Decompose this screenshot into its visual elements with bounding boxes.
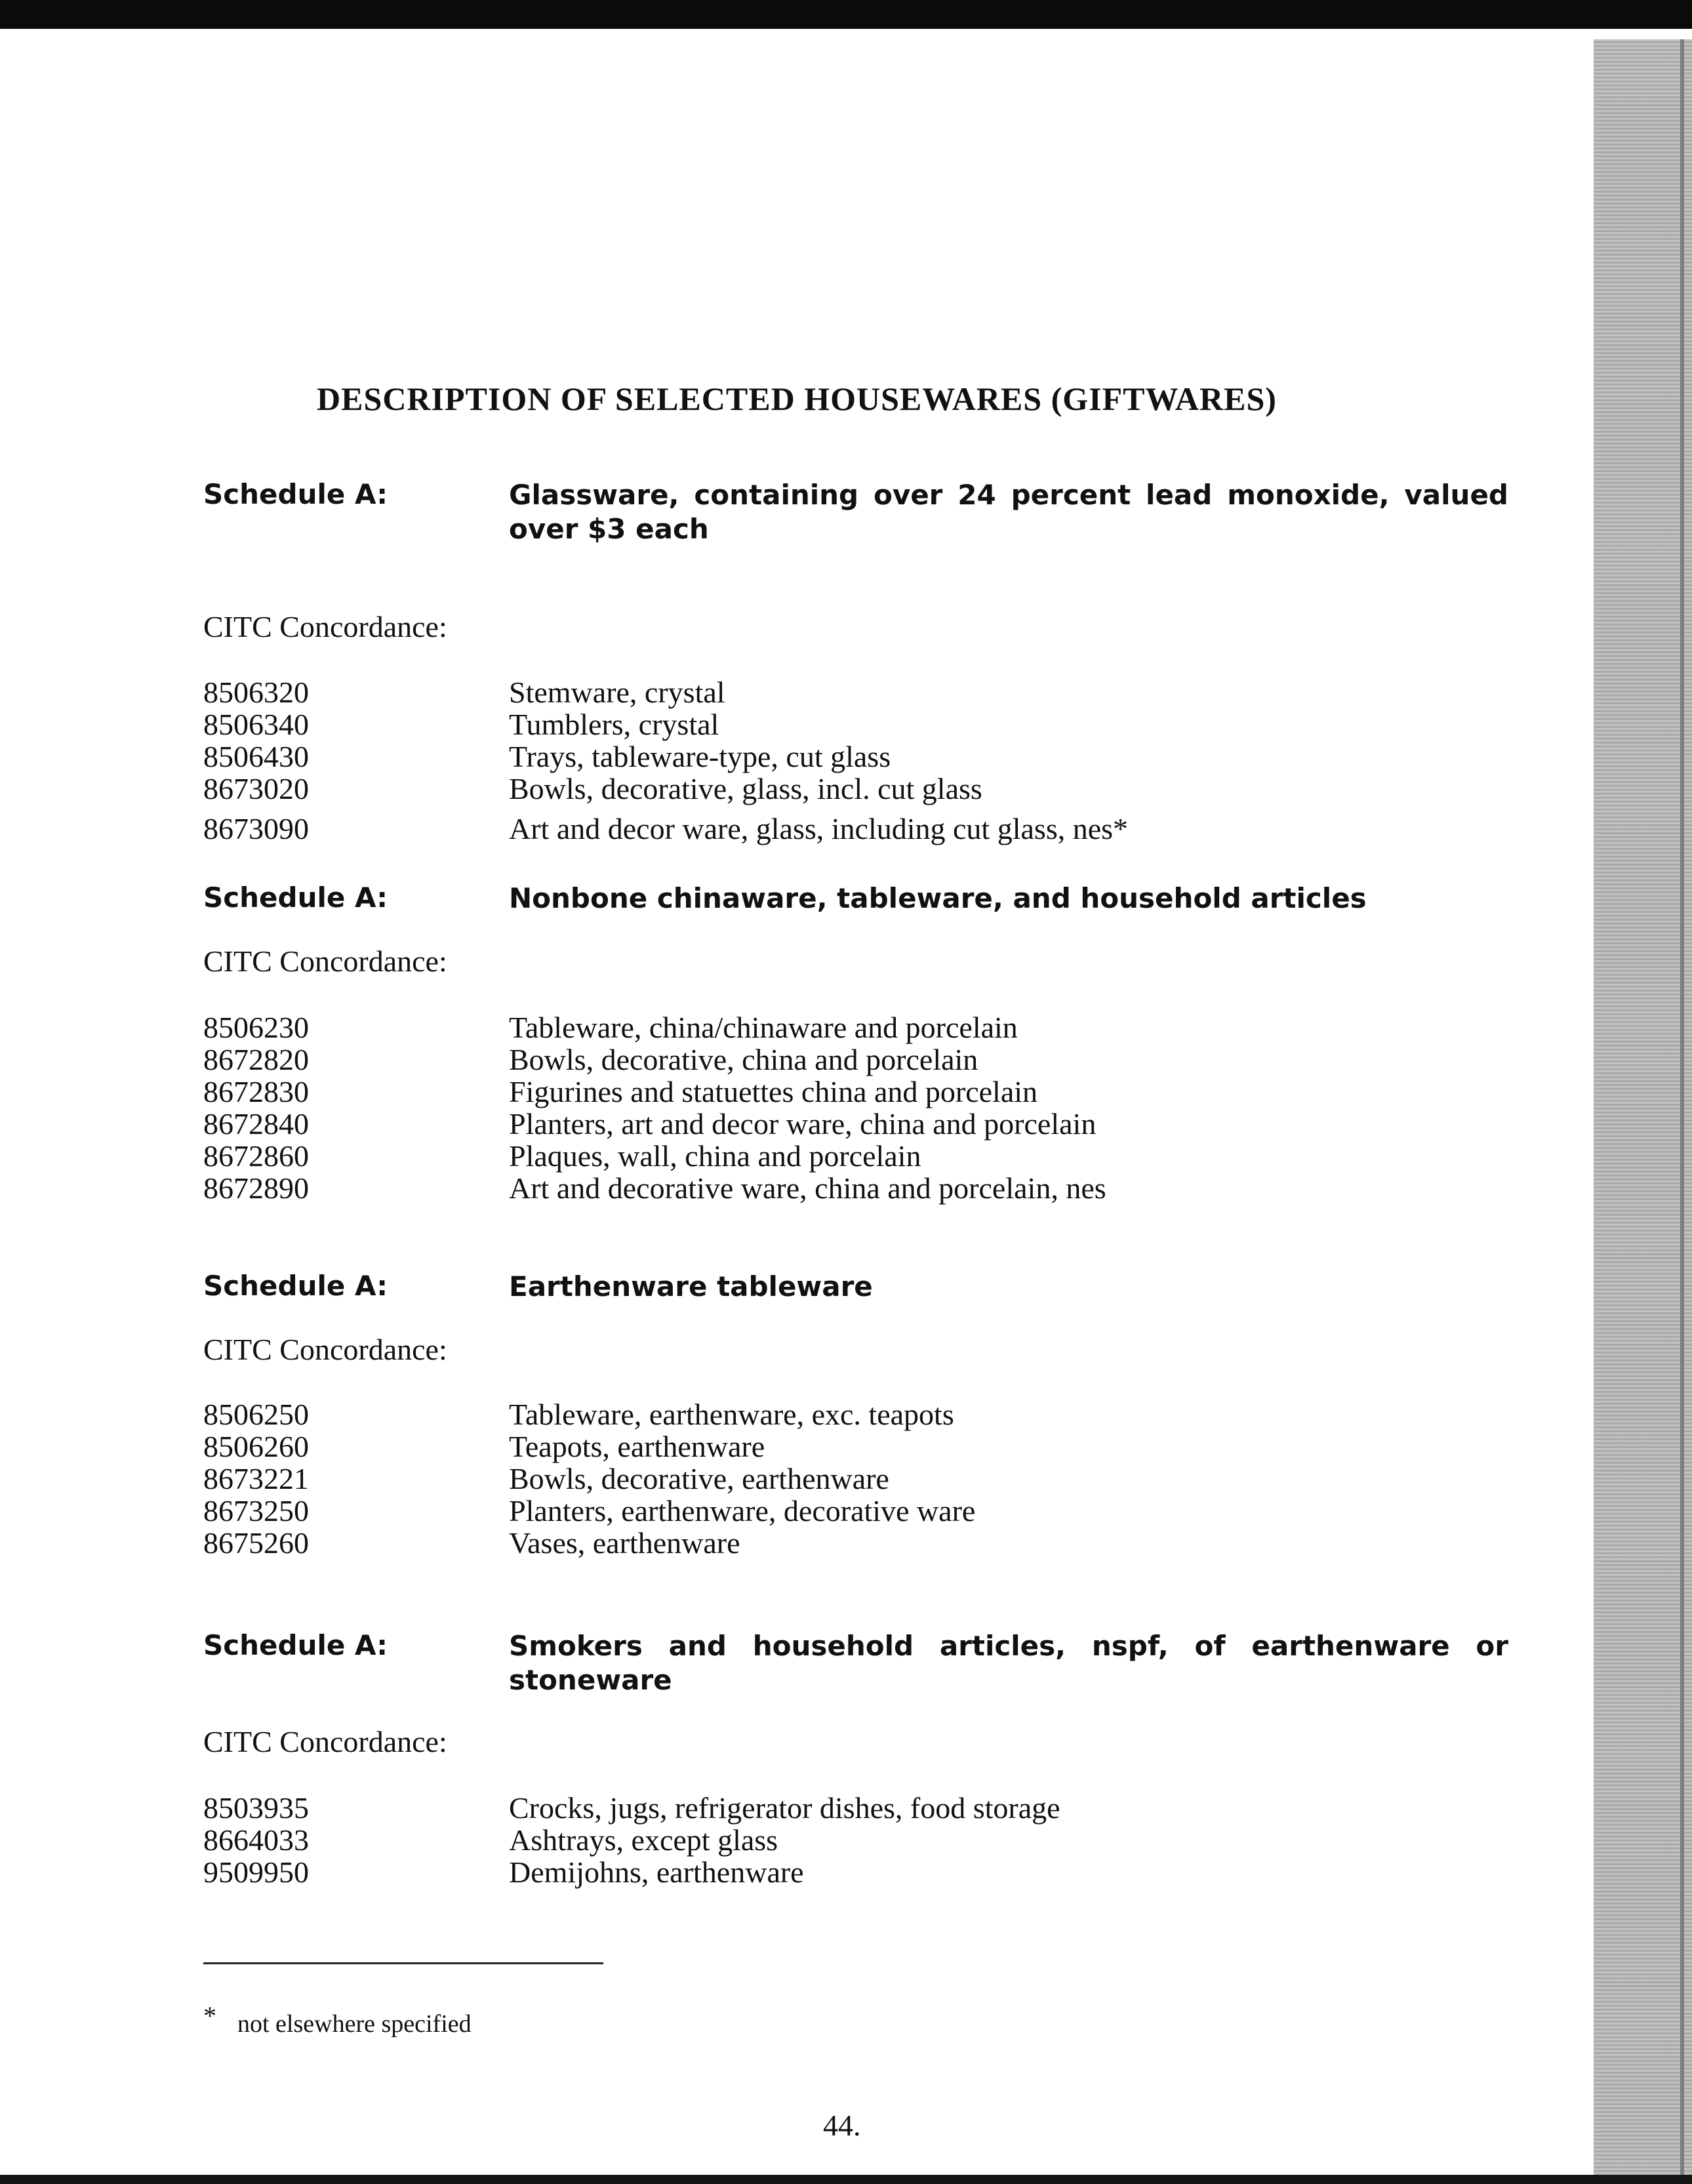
citc-code: 8672840 xyxy=(203,1107,309,1141)
item-description: Planters, earthenware, decorative ware xyxy=(509,1494,976,1527)
item-description: Bowls, decorative, glass, incl. cut glass xyxy=(509,772,982,805)
list-item xyxy=(203,740,1508,773)
list-item xyxy=(203,773,1508,805)
list-item xyxy=(203,1463,1508,1495)
item-description: Stemware, crystal xyxy=(509,676,725,709)
citc-code: 8664033 xyxy=(203,1823,309,1857)
schedule-heading: Earthenware tableware xyxy=(509,1270,873,1303)
citc-code: 8503935 xyxy=(203,1791,309,1825)
schedule-heading: Nonbone chinaware, tableware, and household articles xyxy=(509,882,1367,914)
citc-code: 8673250 xyxy=(203,1494,309,1527)
citc-code: 8506260 xyxy=(203,1430,309,1463)
citc-code: 8675260 xyxy=(203,1526,309,1560)
footnote-text: not elsewhere specified xyxy=(237,2010,472,2038)
concordance-list xyxy=(203,676,1508,845)
citc-code: 8673090 xyxy=(203,812,309,845)
concordance-label: CITC Concordance: xyxy=(203,610,447,643)
list-item xyxy=(203,1792,1508,1824)
item-description: Tableware, earthenware, exc. teapots xyxy=(509,1398,954,1431)
list-item xyxy=(203,1108,1508,1140)
list-item xyxy=(203,1140,1508,1172)
schedule-label: Schedule A: xyxy=(203,1629,388,1661)
list-item xyxy=(203,1172,1508,1204)
citc-code: 8672890 xyxy=(203,1171,309,1205)
citc-code: 8506320 xyxy=(203,676,309,709)
list-item xyxy=(203,1011,1508,1043)
citc-code: 8673020 xyxy=(203,772,309,805)
list-item xyxy=(203,1076,1508,1108)
scan-page-edge xyxy=(1594,39,1692,2175)
item-description: Teapots, earthenware xyxy=(509,1430,765,1463)
page-title: DESCRIPTION OF SELECTED HOUSEWARES (GIFTWARES) xyxy=(317,380,1277,417)
scan-top-border xyxy=(0,0,1692,29)
item-description: Art and decor ware, glass, including cut glass, nes* xyxy=(509,812,1129,845)
scan-bottom-border xyxy=(0,2175,1692,2184)
citc-code: 8506250 xyxy=(203,1398,309,1431)
citc-code: 8506230 xyxy=(203,1011,309,1044)
list-item xyxy=(203,1043,1508,1076)
citc-code: 8672860 xyxy=(203,1139,309,1173)
item-description: Bowls, decorative, china and porcelain xyxy=(509,1043,978,1076)
citc-code: 9509950 xyxy=(203,1855,309,1889)
scan-page-edge-line xyxy=(1680,39,1684,2175)
list-item xyxy=(203,1856,1508,1888)
list-item xyxy=(203,676,1508,708)
schedule-label: Schedule A: xyxy=(203,1270,388,1302)
item-description: Figurines and statuettes china and porcelain xyxy=(509,1075,1038,1108)
item-description: Art and decorative ware, china and porcelain, nes xyxy=(509,1171,1106,1205)
document-page xyxy=(0,29,1594,2175)
citc-code: 8506430 xyxy=(203,740,309,773)
concordance-label: CITC Concordance: xyxy=(203,1725,447,1758)
concordance-list xyxy=(203,1011,1508,1204)
item-description: Trays, tableware-type, cut glass xyxy=(509,740,891,773)
footnote-mark: * xyxy=(203,2001,216,2031)
item-description: Tableware, china/chinaware and porcelain xyxy=(509,1011,1018,1044)
item-description: Plaques, wall, china and porcelain xyxy=(509,1139,921,1173)
item-description: Ashtrays, except glass xyxy=(509,1823,778,1857)
list-item xyxy=(203,708,1508,740)
footnote-divider xyxy=(203,1962,603,1964)
list-item xyxy=(203,1527,1508,1559)
list-item xyxy=(203,1495,1508,1527)
item-description: Tumblers, crystal xyxy=(509,708,719,741)
schedule-label: Schedule A: xyxy=(203,478,388,510)
concordance-list xyxy=(203,1792,1508,1888)
item-description: Bowls, decorative, earthenware xyxy=(509,1462,889,1495)
item-description: Vases, earthenware xyxy=(509,1526,740,1560)
item-description: Planters, art and decor ware, china and porcelain xyxy=(509,1107,1097,1141)
list-item xyxy=(203,1824,1508,1856)
item-description: Demijohns, earthenware xyxy=(509,1855,804,1889)
citc-code: 8672830 xyxy=(203,1075,309,1108)
item-description: Crocks, jugs, refrigerator dishes, food storage xyxy=(509,1791,1060,1825)
citc-code: 8506340 xyxy=(203,708,309,741)
list-item xyxy=(203,1430,1508,1463)
citc-code: 8672820 xyxy=(203,1043,309,1076)
list-item xyxy=(203,1398,1508,1430)
citc-code: 8673221 xyxy=(203,1462,309,1495)
concordance-list xyxy=(203,1398,1508,1559)
schedule-heading: Smokers and household articles, nspf, of earthenware or stoneware xyxy=(509,1630,1508,1696)
schedule-heading: Glassware, containing over 24 percent lead monoxide, valued over $3 each xyxy=(509,479,1508,545)
concordance-label: CITC Concordance: xyxy=(203,944,447,978)
schedule-label: Schedule A: xyxy=(203,881,388,914)
list-item xyxy=(203,813,1508,845)
page-number: 44. xyxy=(823,2109,861,2142)
concordance-label: CITC Concordance: xyxy=(203,1333,447,1366)
